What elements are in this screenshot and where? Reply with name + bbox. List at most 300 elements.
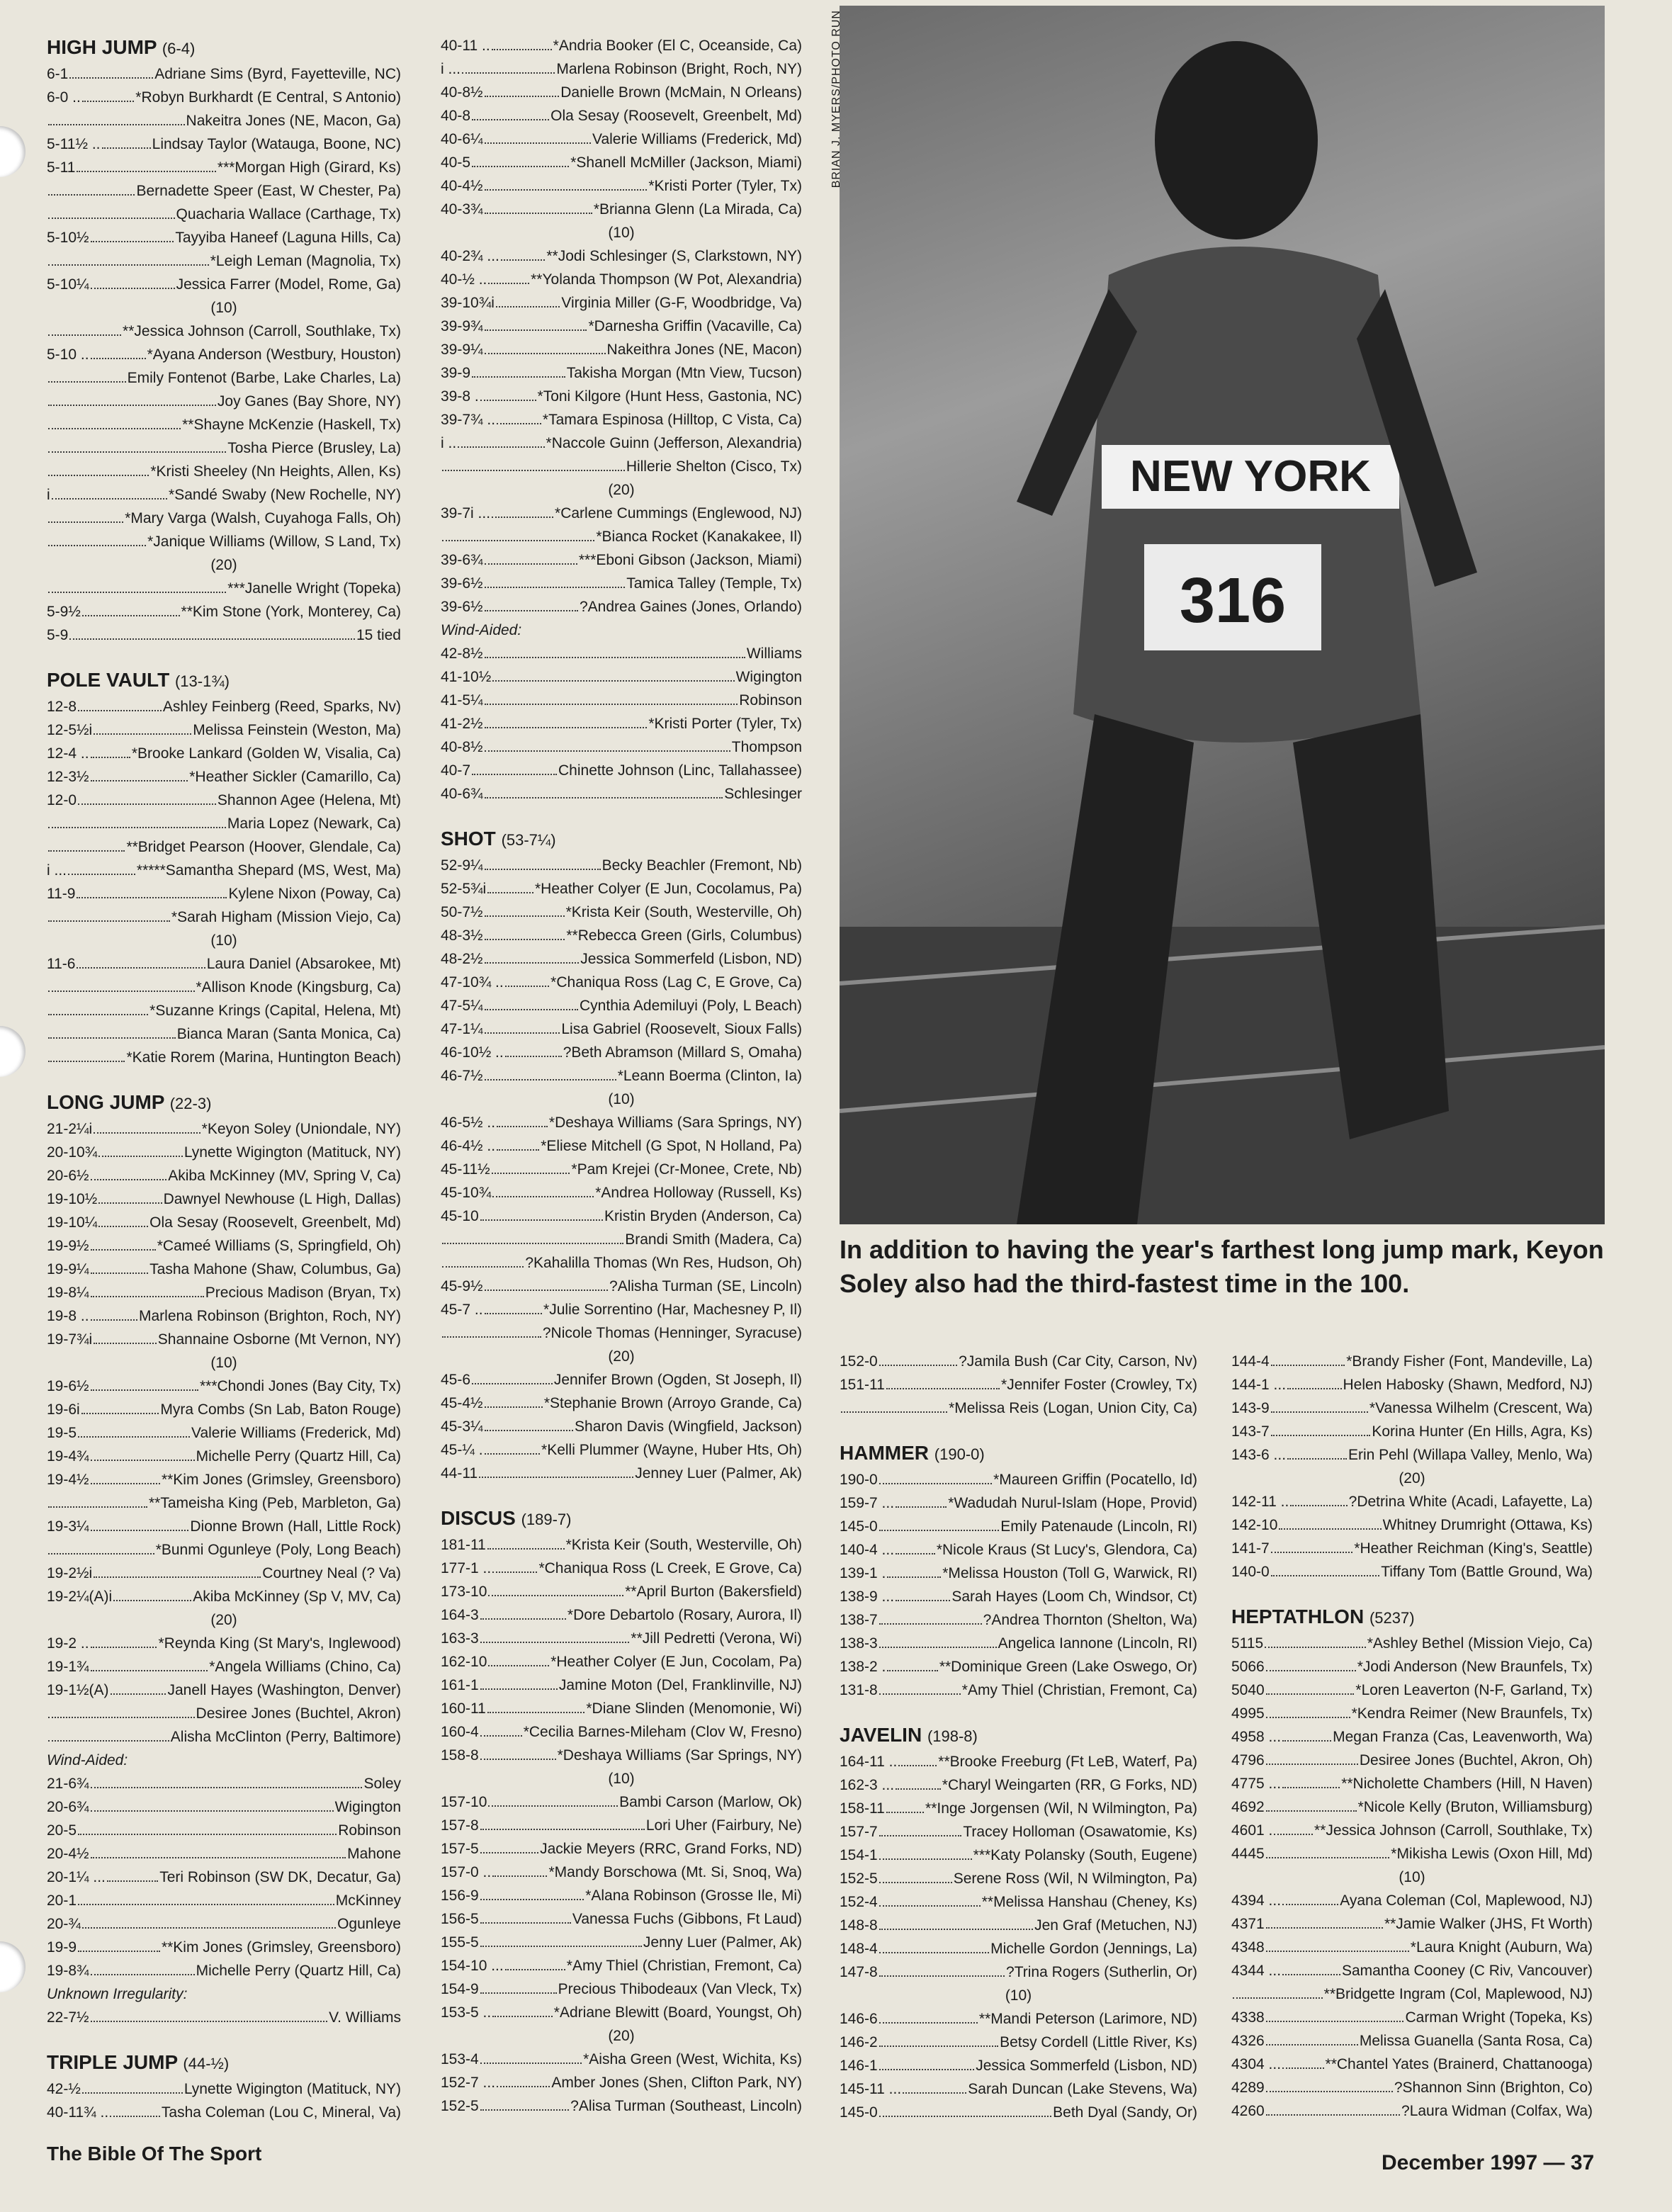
result-row: [47, 320, 401, 343]
result-row: [441, 1720, 802, 1744]
result-row: [441, 854, 802, 877]
leader-dots: [879, 1364, 957, 1366]
result-mark: 157-8: [441, 1817, 479, 1834]
result-mark: 4958 ...: [1231, 1729, 1282, 1745]
result-mark: 4289: [1231, 2080, 1265, 2096]
result-row: [441, 1650, 802, 1674]
leader-dots: [485, 868, 601, 870]
leader-dots: [91, 1529, 189, 1531]
result-row: [441, 712, 802, 735]
result-row: [441, 1580, 802, 1603]
results-column-4: [1231, 1350, 1593, 2143]
rank-marker: (10): [608, 225, 635, 241]
leader-dots: [442, 469, 625, 471]
result-mark: 141-7: [1231, 1540, 1270, 1557]
leader-dots: [111, 1693, 166, 1695]
result-mark: 19-10½: [47, 1191, 98, 1207]
event-title: [47, 34, 401, 62]
leader-dots: [1266, 1763, 1358, 1765]
result-row: [47, 156, 401, 179]
rank-marker: (10): [608, 1771, 635, 1787]
athlete-name: Precious Madison (Bryan, Tx): [205, 1285, 401, 1301]
athlete-name: ?Andrea Thornton (Shelton, Wa): [983, 1612, 1197, 1628]
result-row: [840, 1890, 1197, 1914]
leader-dots: [879, 1951, 989, 1953]
athlete-name: *Leigh Leman (Magnolia, Tx): [210, 253, 401, 269]
result-row: [47, 1866, 401, 1889]
leader-dots: [1287, 1387, 1341, 1389]
result-row: [1231, 1443, 1593, 1467]
result-mark: 45-9½: [441, 1278, 483, 1294]
result-row: [441, 34, 802, 57]
result-mark: 39-9¾: [441, 318, 483, 334]
athlete-name: *Bianca Rocket (Kanakakee, Il): [596, 529, 802, 545]
athlete-name: *Krista Keir (South, Westerville, Oh): [565, 904, 802, 920]
result-mark: 21-6¾: [47, 1776, 89, 1792]
result-row: [47, 109, 401, 132]
athlete-name: *Nicole Kraus (St Lucy's, Glendora, Ca): [936, 1542, 1197, 1558]
athlete-name: Jamine Moton (Del, Franklinville, NJ): [558, 1677, 802, 1693]
result-mark: 20-1: [47, 1892, 77, 1909]
leader-dots: [879, 2115, 1051, 2117]
result-mark: 5-11: [47, 159, 76, 176]
leader-dots: [82, 614, 180, 616]
result-mark: 40-8½: [441, 84, 483, 101]
result-mark: 4445: [1231, 1846, 1265, 1862]
result-mark: 19-6i: [47, 1401, 80, 1418]
leader-dots: [48, 1716, 195, 1718]
athlete-name: Myra Combs (Sn Lab, Baton Rouge): [160, 1401, 401, 1418]
result-mark: 6-0 ..: [47, 89, 81, 106]
leader-dots: [1271, 1411, 1368, 1413]
result-mark: 42-½: [47, 2081, 81, 2097]
result-mark: 154-1: [840, 1847, 878, 1863]
event-name: HEPTATHLON: [1231, 1606, 1365, 1627]
athlete-name: *Amy Thiel (Christian, Fremont, Ca): [961, 1682, 1197, 1698]
athlete-name: **Chantel Yates (Brainerd, Chattanooga): [1325, 2056, 1593, 2072]
result-mark: 4348: [1231, 1939, 1265, 1956]
result-row: [47, 1702, 401, 1725]
athlete-name: **Yolanda Thompson (W Pot, Alexandria): [531, 271, 802, 288]
result-row: [441, 1251, 802, 1275]
leader-dots: [1282, 1786, 1340, 1788]
leader-dots: [480, 399, 536, 401]
result-row: [441, 1181, 802, 1204]
athlete-name: ***Katy Polansky (South, Eugene): [973, 1847, 1197, 1863]
leader-dots: [488, 1664, 549, 1666]
event-section: [47, 2049, 401, 2124]
result-row: [441, 1017, 802, 1041]
result-row: [441, 759, 802, 782]
athlete-name: **Jill Pedretti (Verona, Wi): [631, 1630, 802, 1647]
result-mark: 52-9¼: [441, 857, 483, 874]
athlete-name: Kristin Bryden (Anderson, Ca): [604, 1208, 802, 1224]
event-title: [840, 1440, 1197, 1468]
event-section: [840, 1350, 1197, 1420]
leader-dots: [69, 77, 153, 79]
leader-dots: [480, 1758, 556, 1760]
leader-dots: [78, 709, 162, 711]
result-row: [441, 338, 802, 361]
result-row: [47, 1234, 401, 1258]
leader-dots: [485, 1429, 573, 1431]
athlete-name: Sarah Duncan (Lake Stevens, Wa): [968, 2081, 1197, 2097]
result-mark: 142-10: [1231, 1517, 1278, 1533]
leader-dots: [497, 2085, 550, 2087]
athlete-name: Tamica Talley (Temple, Tx): [626, 575, 802, 592]
leader-dots: [497, 422, 541, 424]
event-title: [1231, 1603, 1593, 1632]
result-mark: 4394 ...: [1231, 1892, 1282, 1909]
result-mark: 47-1¼: [441, 1021, 483, 1037]
leader-dots: [879, 1928, 1033, 1930]
result-mark: 45-6: [441, 1372, 471, 1388]
track-surface: [840, 927, 1605, 1224]
athlete-name: *Reynda King (St Mary's, Inglewood): [158, 1635, 401, 1652]
leader-dots: [485, 1032, 560, 1034]
result-mark: 131-8: [840, 1682, 878, 1698]
athlete-name: *Chaniqua Ross (Lag C, E Grove, Ca): [550, 974, 802, 991]
result-row: [47, 343, 401, 366]
athlete-name: *Carlene Cummings (Englewood, NJ): [555, 505, 802, 521]
leader-dots: [48, 193, 135, 196]
result-row: [441, 1438, 802, 1462]
athlete-name: ?Shannon Sinn (Brighton, Co): [1394, 2080, 1593, 2096]
result-row: [840, 1632, 1197, 1655]
leader-dots: [896, 1552, 935, 1554]
result-row: [47, 1562, 401, 1585]
athlete-name: Erin Pehl (Willapa Valley, Menlo, Wa): [1348, 1447, 1593, 1463]
result-row: [441, 1204, 802, 1228]
result-row: [441, 1111, 802, 1134]
athlete-name: Joy Ganes (Bay Shore, NY): [217, 393, 401, 410]
result-mark: 46-7½: [441, 1068, 483, 1084]
leader-dots: [480, 1992, 557, 1994]
result-row: [840, 1960, 1197, 1984]
result-mark: 140-0: [1231, 1564, 1270, 1580]
result-row: [840, 1373, 1197, 1396]
leader-dots: [94, 1576, 261, 1578]
athlete-name: Lisa Gabriel (Roosevelt, Sioux Falls): [561, 1021, 802, 1037]
leader-dots: [94, 1132, 200, 1134]
athlete-name: *Sandé Swaby (New Rochelle, NY): [169, 487, 401, 503]
athlete-photo: [840, 6, 1605, 1224]
result-mark: 160-11: [441, 1700, 486, 1717]
leader-dots: [1271, 1434, 1371, 1436]
athlete-name: Jessica Sommerfeld (Lisbon, ND): [580, 951, 802, 967]
leader-dots: [1265, 1646, 1366, 1648]
results-column-3: [840, 1350, 1197, 2144]
result-row: [1231, 1396, 1593, 1420]
athlete-name: Alisha McClinton (Perry, Baltimore): [170, 1729, 401, 1745]
leader-dots: [91, 1459, 195, 1461]
result-row: [441, 1931, 802, 1954]
athlete-name: *Melissa Houston (Toll G, Warwick, RI): [942, 1565, 1197, 1581]
result-row: [441, 2048, 802, 2071]
subheading: Wind-Aided:: [441, 622, 522, 638]
athlete-name: *Katie Rorem (Marina, Huntington Beach): [126, 1049, 401, 1066]
athlete-name: *Andria Booker (El C, Oceanside, Ca): [553, 38, 802, 54]
leader-dots: [1271, 1551, 1353, 1553]
leader-dots: [48, 990, 195, 992]
result-row: [1231, 1842, 1593, 1866]
result-mark: 19-4¾: [47, 1448, 89, 1465]
result-mark: 177-1 ..: [441, 1560, 492, 1576]
leader-dots: [485, 796, 723, 799]
athlete-name: Lindsay Taylor (Watauga, Boone, NC): [152, 136, 401, 152]
leader-dots: [485, 188, 648, 191]
leader-dots: [1287, 1457, 1347, 1460]
leader-dots: [485, 1452, 540, 1455]
result-row: [840, 1844, 1197, 1867]
leader-dots: [107, 1880, 158, 1882]
athlete-name: *Janique Williams (Willow, S Land, Tx): [147, 534, 401, 550]
athlete-name: Angelica Iannone (Lincoln, RI): [998, 1635, 1197, 1652]
result-row: [47, 1538, 401, 1562]
result-row: [840, 2054, 1197, 2077]
leader-dots: [480, 2109, 569, 2111]
result-mark: 41-10½: [441, 669, 492, 685]
athlete-name: Betsy Cordell (Little River, Ks): [1000, 2034, 1197, 2050]
result-row: [441, 971, 802, 994]
result-row: [441, 947, 802, 971]
result-row: [441, 1415, 802, 1438]
event-title: [441, 825, 802, 854]
result-row: [1231, 1420, 1593, 1443]
result-mark: 11-9: [47, 886, 76, 902]
athlete-name: Brandi Smith (Madera, Ca): [625, 1231, 802, 1248]
athlete-name: ***Eboni Gibson (Jackson, Miami): [578, 552, 802, 568]
leader-dots: [1266, 1693, 1355, 1695]
result-mark: 157-7: [840, 1824, 878, 1840]
leader-dots: [91, 756, 130, 758]
result-row: [47, 1398, 401, 1421]
athlete-name: Akiba McKinney (Sp V, MV, Ca): [193, 1589, 401, 1605]
result-mark: 19-9: [47, 1939, 77, 1956]
result-row: [1231, 1537, 1593, 1560]
result-row: [47, 460, 401, 483]
athlete-name: Laura Daniel (Absarokee, Mt): [206, 956, 401, 972]
athlete-name: *Heather Colyer (E Jun, Cocolam, Pa): [550, 1654, 802, 1670]
result-row: [47, 623, 401, 647]
leader-dots: [82, 100, 134, 102]
result-row: [47, 413, 401, 436]
rank-marker: (20): [608, 2028, 635, 2044]
athlete-name: *Charyl Weingarten (RR, G Forks, ND): [942, 1777, 1197, 1793]
result-row: [441, 268, 802, 291]
result-row: [441, 1837, 802, 1861]
athlete-name: Akiba McKinney (MV, Spring V, Ca): [168, 1168, 401, 1184]
athlete-name: *Naccole Guinn (Jefferson, Alexandria): [546, 435, 802, 451]
athlete-name: *Tamara Espinosa (Hilltop, C Vista, Ca): [542, 412, 802, 428]
athlete-name: Danielle Brown (McMain, N Orleans): [560, 84, 802, 101]
leader-dots: [48, 1506, 147, 1508]
result-row: [47, 1678, 401, 1702]
athlete-name: **Tameisha King (Peb, Marbleton, Ga): [148, 1495, 401, 1511]
result-mark: 143-6 ...: [1231, 1447, 1287, 1463]
result-row: [840, 1585, 1197, 1608]
athlete-name: **Jodi Schlesinger (S, Clarkstown, NY): [546, 248, 802, 264]
leader-dots: [879, 1881, 952, 1883]
leader-dots: [91, 1389, 198, 1391]
result-mark: 5-9: [47, 627, 69, 643]
result-mark: 44-11: [441, 1465, 478, 1482]
athlete-name: Courtney Neal (? Va): [262, 1565, 401, 1581]
leader-dots: [480, 1851, 538, 1853]
leader-dots: [78, 1435, 190, 1438]
result-row: [1231, 1350, 1593, 1373]
athlete-name: Bambi Carson (Marlow, Ok): [619, 1794, 802, 1810]
result-mark: 138-9 ...: [840, 1589, 895, 1605]
result-row: [840, 1468, 1197, 1491]
athlete-name: **Bridget Pearson (Hoover, Glendale, Ca): [126, 839, 401, 855]
leader-dots: [480, 1641, 630, 1643]
result-mark: 4326: [1231, 2033, 1265, 2049]
result-row: [47, 812, 401, 835]
leader-dots: [1233, 1997, 1323, 1999]
result-mark: 146-6: [840, 2011, 878, 2027]
leader-dots: [485, 329, 587, 331]
athlete-name: Melissa Feinstein (Weston, Ma): [193, 722, 401, 738]
result-mark: 144-1 ...: [1231, 1377, 1287, 1393]
result-row: [47, 1585, 401, 1608]
leader-dots: [442, 1336, 541, 1338]
result-row: [441, 665, 802, 689]
event-section: [441, 34, 802, 806]
athlete-name: ?Alisha Turman (SE, Lincoln): [609, 1278, 802, 1294]
leader-dots: [78, 1950, 160, 1952]
result-mark: 5-10 ..: [47, 346, 89, 363]
result-mark: 48-2½: [441, 951, 483, 967]
result-mark: 20-10¾: [47, 1144, 98, 1161]
result-mark: 45-4½: [441, 1395, 483, 1411]
result-row: [1231, 2099, 1593, 2123]
result-mark: 40-11 ..: [441, 38, 490, 54]
athlete-name: Beth Dyal (Sandy, Or): [1053, 2104, 1197, 2121]
athlete-name: Quacharia Wallace (Carthage, Tx): [176, 206, 401, 222]
leader-dots: [480, 1898, 584, 1900]
result-row: [441, 174, 802, 198]
athlete-name: *Eliese Mitchell (G Spot, N Holland, Pa): [541, 1138, 802, 1154]
result-mark: 156-9: [441, 1887, 479, 1904]
result-row: [441, 782, 802, 806]
leader-dots: [485, 352, 606, 354]
athlete-name: **Mandi Peterson (Larimore, ND): [978, 2011, 1197, 2027]
event-name: TRIPLE JUMP: [47, 2051, 178, 2073]
result-row: [1231, 1632, 1593, 1655]
leader-dots: [492, 1195, 594, 1197]
athlete-name: Sharon Davis (Wingfield, Jackson): [575, 1418, 802, 1435]
result-row: [840, 1562, 1197, 1585]
athlete-name: Jennifer Brown (Ogden, St Joseph, Il): [553, 1372, 802, 1388]
athlete-name: Tracey Holloman (Osawatomie, Ks): [963, 1824, 1197, 1840]
athlete-name: *Cecilia Barnes-Mileham (Clov W, Fresno): [523, 1724, 802, 1740]
leader-dots: [81, 1412, 159, 1414]
result-row: [441, 1603, 802, 1627]
result-row: [47, 742, 401, 765]
result-row: [47, 530, 401, 553]
result-row: [1231, 1749, 1593, 1772]
leader-dots: [879, 1482, 992, 1484]
result-row: [441, 1814, 802, 1837]
athlete-name: ?Kahalilla Thomas (Wn Res, Hudson, Oh): [525, 1255, 802, 1271]
rank-marker: (10): [210, 1355, 237, 1371]
result-row: [47, 789, 401, 812]
athlete-name: *Angela Williams (Chino, Ca): [209, 1659, 401, 1675]
result-row: [47, 1795, 401, 1819]
result-mark: 11-6: [47, 956, 76, 972]
result-row: [47, 1959, 401, 1982]
athlete-name: ?Nicole Thomas (Henninger, Syracuse): [542, 1325, 802, 1341]
athlete-name: Ola Sesay (Roosevelt, Greenbelt, Md): [149, 1214, 401, 1231]
athlete-name: Thompson: [731, 739, 802, 755]
result-row: [47, 366, 401, 390]
athlete-name: *Vanessa Wilhelm (Crescent, Wa): [1369, 1400, 1593, 1416]
athlete-name: Valerie Williams (Frederick, Md): [592, 131, 802, 147]
athlete-name: *Laura Knight (Auburn, Wa): [1410, 1939, 1593, 1956]
result-row: [47, 1772, 401, 1795]
footer-publication: The Bible Of The Sport: [47, 2143, 262, 2165]
result-row: [1231, 1655, 1593, 1678]
result-mark: 152-4: [840, 1894, 878, 1910]
result-mark: 143-7: [1231, 1423, 1270, 1440]
result-row: [47, 1281, 401, 1304]
result-row: [47, 2006, 401, 2029]
event-title: [47, 1089, 401, 1117]
result-row: [441, 1861, 802, 1884]
athlete-name: **Melissa Hanshau (Cheney, Ks): [981, 1894, 1197, 1910]
athlete-name: *Deshaya Williams (Sar Springs, NY): [557, 1747, 802, 1764]
leader-dots: [488, 282, 529, 284]
result-row: [840, 2077, 1197, 2101]
result-row: [47, 577, 401, 600]
leader-dots: [480, 1922, 571, 1924]
result-mark: 152-7 ...: [441, 2075, 496, 2091]
athlete-name: Tayyiba Haneef (Laguna Hills, Ca): [175, 230, 401, 246]
athlete-name: Schlesinger: [724, 786, 802, 802]
binder-hole-middle: [0, 1026, 26, 1077]
leader-dots: [496, 305, 560, 307]
result-row: [840, 1655, 1197, 1678]
leader-dots: [492, 1875, 547, 1877]
result-row: [441, 1298, 802, 1321]
result-row: [441, 244, 802, 268]
leader-dots: [69, 638, 355, 640]
result-row: [441, 689, 802, 712]
leader-dots: [98, 1155, 183, 1157]
result-mark: 40-6¾: [441, 786, 483, 802]
leader-dots: [91, 1272, 149, 1274]
result-row: [441, 994, 802, 1017]
result-row: [441, 57, 802, 81]
athlete-name: Desiree Jones (Buchtel, Akron, Oh): [1359, 1752, 1593, 1768]
event-standard: (22-3): [169, 1095, 212, 1112]
athlete-name: Michelle Perry (Quartz Hill, Ca): [196, 1448, 401, 1465]
athlete-name: *Mary Varga (Walsh, Cuyahoga Falls, Oh): [125, 510, 401, 526]
event-name: POLE VAULT: [47, 669, 170, 691]
result-mark: 160-4: [441, 1724, 479, 1740]
athlete-name: *Mikisha Lewis (Oxon Hill, Md): [1391, 1846, 1593, 1862]
leader-dots: [492, 48, 552, 50]
leader-dots: [505, 1055, 562, 1057]
result-mark: 19-8¾: [47, 1963, 89, 1979]
leader-dots: [91, 1319, 137, 1321]
leader-dots: [886, 1811, 924, 1813]
result-mark: 162-3 ...: [840, 1777, 895, 1793]
leader-dots: [77, 896, 227, 898]
athlete-name: *Suzanne Krings (Capital, Helena, Mt): [149, 1003, 401, 1019]
leader-dots: [487, 1711, 585, 1713]
